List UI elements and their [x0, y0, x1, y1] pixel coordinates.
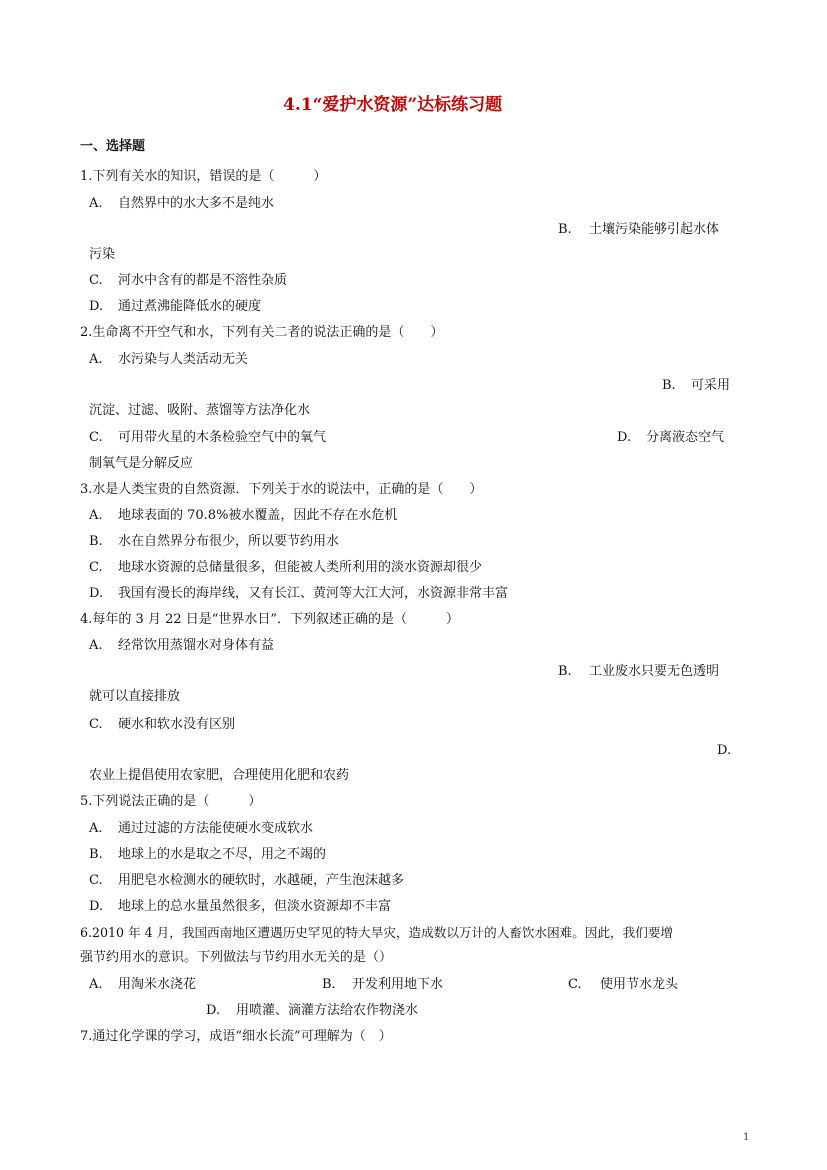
q6-option-c-label: C. — [568, 977, 582, 992]
q5-option-a-label: A. — [89, 821, 103, 836]
q4-option-c-label: C. — [89, 717, 103, 732]
q5-option-b-label: B. — [89, 847, 103, 862]
q3-option-c-text: 地球水资源的总储量很多，但能被人类所利用的淡水资源却很少 — [118, 560, 483, 575]
q3-option-c-label: C. — [89, 560, 103, 575]
q1-option-b-continuation: 污染 — [89, 247, 116, 262]
q4-option-d-continuation: 农业上提倡使用农家肥，合理使用化肥和农药 — [89, 768, 350, 783]
q5-option-c-text: 用肥皂水检测水的硬软时，水越硬，产生泡沫越多 — [118, 873, 405, 888]
q3-option-a-text: 地球表面的 70.8%被水覆盖，因此不存在水危机 — [118, 508, 398, 523]
q3-option-b-label: B. — [89, 534, 103, 549]
q4-option-d-label: D. — [717, 743, 732, 758]
q2-option-d-text: 分离液态空气 — [646, 430, 725, 445]
q3-option-d-text: 我国有漫长的海岸线，又有长江、黄河等大江大河，水资源非常丰富 — [118, 586, 509, 601]
q1-option-c-label: C. — [89, 273, 103, 288]
q4-option-a-label: A. — [89, 638, 103, 653]
q6-option-a-label: A. — [89, 977, 103, 992]
question-2-stem: 2.生命离不开空气和水，下列有关二者的说法正确的是（ ） — [80, 325, 444, 340]
q5-option-b-text: 地球上的水是取之不尽，用之不竭的 — [118, 847, 327, 862]
q4-option-b-continuation: 就可以直接排放 — [89, 689, 181, 704]
question-7-stem: 7.通过化学课的学习，成语“细水长流”可理解为（ ） — [80, 1029, 392, 1044]
q3-option-a-label: A. — [89, 508, 103, 523]
q6-option-d-text: 用喷灌、滴灌方法给农作物浇水 — [236, 1003, 419, 1018]
q1-option-b-label: B. — [558, 222, 572, 237]
q1-option-a-text: 自然界中的水大多不是纯水 — [118, 196, 275, 211]
q1-option-d-text: 通过煮沸能降低水的硬度 — [118, 299, 262, 314]
q5-option-c-label: C. — [89, 873, 103, 888]
q1-option-a-label: A. — [89, 196, 103, 211]
q1-option-c-text: 河水中含有的都是不溶性杂质 — [118, 273, 288, 288]
q4-option-c-text: 硬水和软水没有区别 — [118, 717, 236, 732]
q1-option-d-label: D. — [89, 299, 104, 314]
q2-option-a-text: 水污染与人类活动无关 — [118, 352, 249, 367]
q2-option-b-label: B. — [662, 378, 676, 393]
q5-option-a-text: 通过过滤的方法能使硬水变成软水 — [118, 821, 314, 836]
section-heading: 一、选择题 — [80, 139, 146, 154]
q6-option-b-text: 开发利用地下水 — [352, 977, 444, 992]
q1-option-b-text: 土壤污染能够引起水体 — [589, 222, 720, 237]
question-1-stem: 1.下列有关水的知识，错误的是（ ） — [80, 169, 327, 184]
q6-option-a-text: 用淘米水浇花 — [118, 977, 197, 992]
q2-option-c-label: C. — [89, 430, 103, 445]
q2-option-c-text: 可用带火星的木条检验空气中的氧气 — [118, 430, 327, 445]
q6-option-b-label: B. — [322, 977, 336, 992]
q4-option-b-label: B. — [558, 664, 572, 679]
q2-option-a-label: A. — [89, 352, 103, 367]
q3-option-d-label: D. — [89, 586, 104, 601]
page-number: 1 — [743, 1132, 750, 1143]
question-6-stem-continuation: 强节约用水的意识。下列做法与节约用水无关的是（） — [80, 950, 393, 965]
q5-option-d-label: D. — [89, 899, 104, 914]
question-3-stem: 3.水是人类宝贵的自然资源．下列关于水的说法中，正确的是（ ） — [80, 482, 483, 497]
q5-option-d-text: 地球上的总水量虽然很多，但淡水资源却不丰富 — [118, 899, 392, 914]
q6-option-c-text: 使用节水龙头 — [600, 977, 679, 992]
q6-option-d-label: D. — [206, 1003, 221, 1018]
q3-option-b-text: 水在自然界分布很少，所以要节约用水 — [118, 534, 340, 549]
q2-option-b-continuation: 沉淀、过滤、吸附、蒸馏等方法净化水 — [89, 403, 311, 418]
q4-option-b-text: 工业废水只要无色透明 — [589, 664, 720, 679]
question-6-stem: 6.2010 年 4 月，我国西南地区遭遇历史罕见的特大旱灾，造成数以万计的人畜饮水困难。因此，我们要增 — [80, 925, 674, 940]
question-5-stem: 5.下列说法正确的是（ ） — [80, 794, 262, 809]
q2-option-b-text: 可采用 — [691, 378, 731, 393]
q2-option-d-label: D. — [617, 430, 632, 445]
q2-option-d-continuation: 制氧气是分解反应 — [89, 456, 194, 471]
page-title: 4.1“爱护水资源”达标练习题 — [283, 95, 503, 115]
q4-option-a-text: 经常饮用蒸馏水对身体有益 — [118, 638, 275, 653]
question-4-stem: 4.每年的 3 月 22 日是“世界水日”．下列叙述正确的是（ ） — [80, 612, 460, 627]
